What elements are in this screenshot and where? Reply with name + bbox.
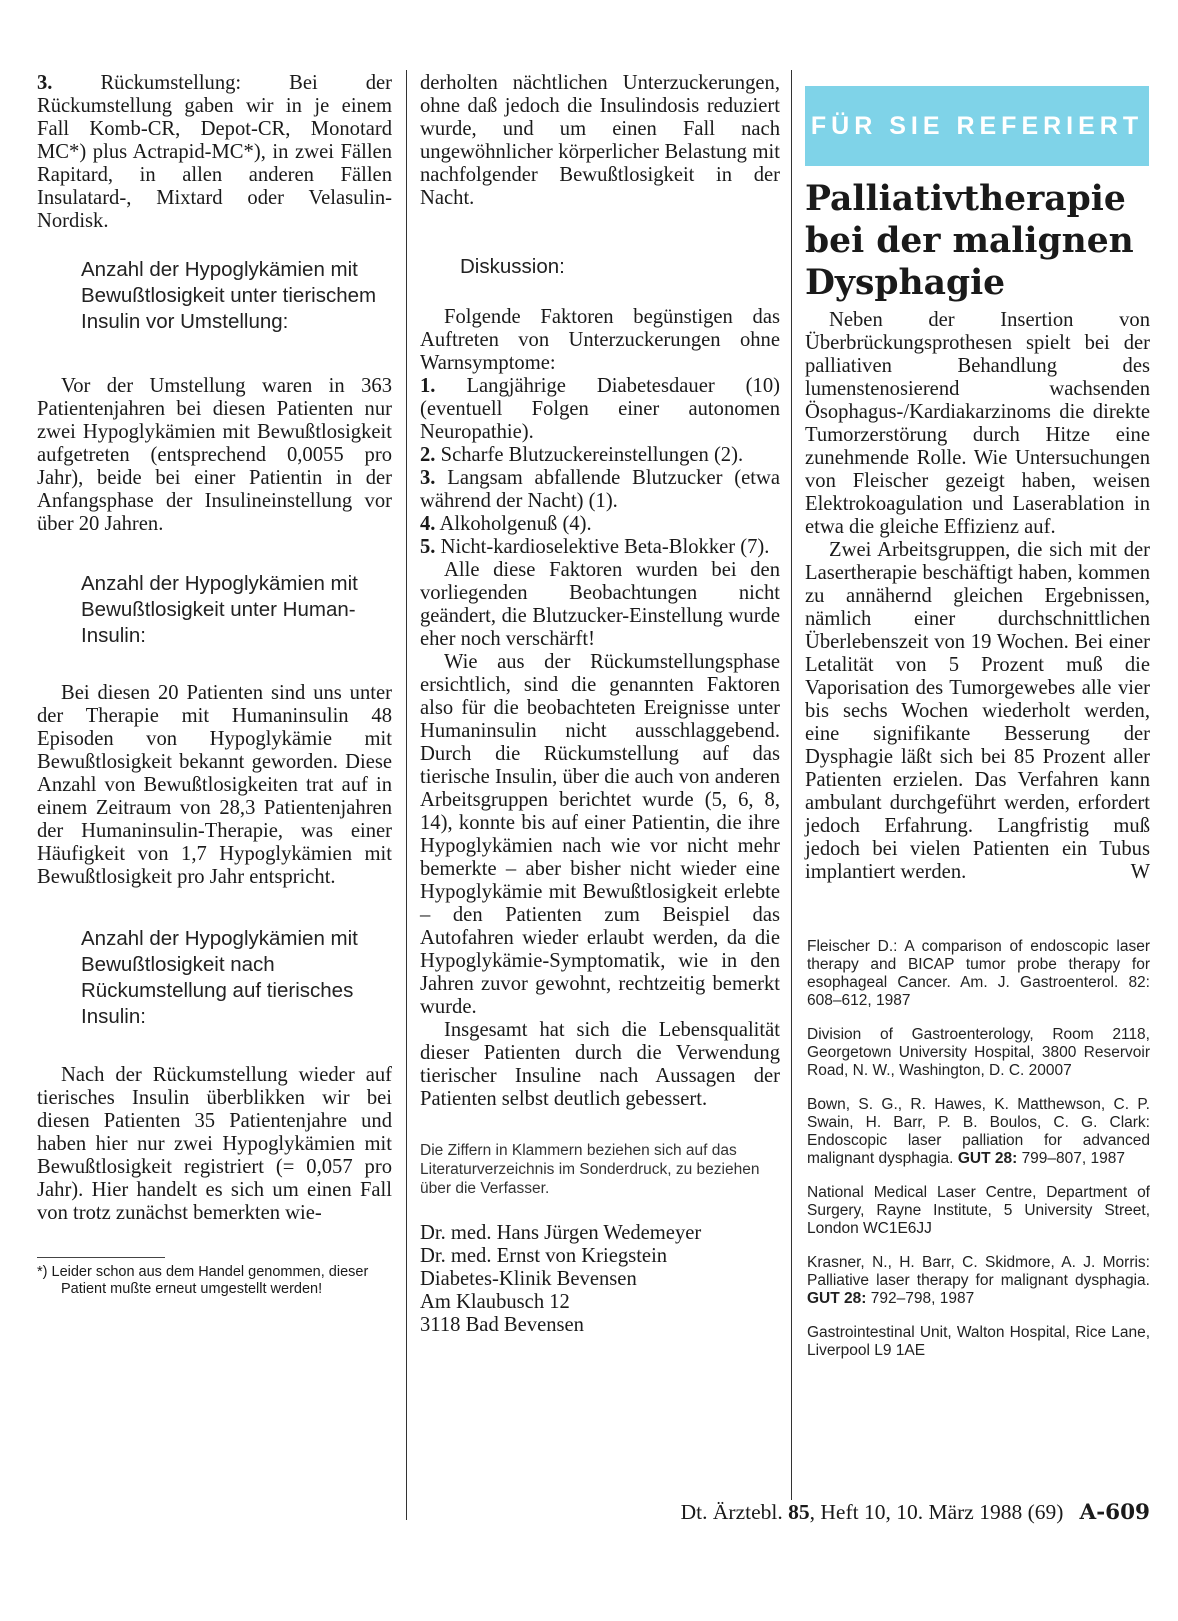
footer-journal: Dt. Ärztebl.	[680, 1500, 783, 1524]
footnote: *) Leider schon aus dem Handel genommen, dieser Patient mußte erneut umgestellt werden!	[37, 1264, 369, 1297]
paragraph-continuation: derholten nächtlichen Unterzuckerungen, ohne daß jedoch die Insulindosis reduziert wurde, und um einen Fall nach ungewöhnlicher körperlicher Belastung mit nachfolgender Bewußtlosigkeit in der Nacht.	[420, 72, 780, 209]
reference-citation	[807, 1096, 1150, 1168]
banner-label: FÜR SIE REFERIERT	[810, 111, 1144, 140]
paragraph-faktoren-unchanged: Alle diese Faktoren wurden bei den vorliegenden Beobachtungen nicht geändert, die Blutzucker-Einstellung wurde eher noch verschärft!	[420, 559, 780, 650]
headline-line: Dysphagie	[805, 263, 1006, 303]
list-text: Nicht-kardioselektive Beta-Blokker (7).	[440, 536, 770, 558]
reference-address: National Medical Laser Centre, Department of Surgery, Rayne Institute, 5 University Street, London WC1E6JJ	[807, 1184, 1150, 1237]
factor-list	[420, 375, 780, 559]
footer-issue: , Heft 10, 10. März 1988 (69)	[809, 1500, 1064, 1524]
reference-journal: GUT 28:	[807, 1290, 867, 1307]
column-right	[805, 309, 1150, 1360]
reference-address: Gastrointestinal Unit, Walton Hospital, Rice Lane, Liverpool L9 1AE	[807, 1324, 1150, 1359]
column-divider-1	[406, 70, 407, 1520]
paragraph-vor-umstellung: Vor der Umstellung waren in 363 Patientenjahren bei diesen Patienten nur zwei Hypoglykämien mit Bewußtlosigkeit aufgetreten (entsprechend 0,0055 pro Jahr), beide bei einer Patientin in der Anfangsphase der Insulineinstellung vor über 20 Jahren.	[37, 375, 392, 535]
author-signature: W	[1130, 861, 1150, 883]
paragraph-rueckumstellung	[37, 72, 392, 233]
author-line: Diabetes-Klinik Bevensen	[420, 1268, 637, 1290]
list-number: 4.	[420, 513, 436, 535]
subheading-vor-umstellung: Anzahl der Hypoglykämien mit Bewußtlosigkeit unter tierischem Insulin vor Umstellung:	[81, 258, 377, 333]
list-number: 5.	[420, 536, 436, 558]
headline-line: Palliativtherapie	[805, 179, 1126, 219]
paragraph-lebensqualitaet: Insgesamt hat sich die Lebensqualität dieser Patienten durch die Verwendung tierischer Insuline nach Aussagen der Patienten selbst deutlich gebessert.	[420, 1019, 780, 1110]
list-number: 3.	[37, 72, 53, 94]
list-item	[420, 513, 780, 536]
author-line: 3118 Bad Bevensen	[420, 1314, 584, 1336]
reference-journal: GUT 28:	[957, 1150, 1018, 1167]
paragraph-rueckumstellung-result: Nach der Rückumstellung wieder auf tierisches Insulin überblikken wir bei diesen Patienten 35 Patientenjahre und haben hier nur zwei Hypoglykämien mit Bewußtlosigkeit registriert (= 0,057 pro Jahr). Hier handelt es sich um einen Fall von trotz zunächst bemerkten wie-	[37, 1064, 392, 1224]
list-text: Alkoholgenuß (4).	[439, 513, 592, 535]
paragraph-text: Rückumstellung: Bei der Rückumstellung gaben wir in je einem Fall Komb-CR, Depot-CR, Monotard MC*) plus Actrapid-MC*), in zwei Fällen Rapitard, in allen anderen Fällen Insulatard-, Mixtard oder Velasulin-Nordisk.	[37, 72, 392, 232]
subheading-human-insulin: Anzahl der Hypoglykämien mit Bewußtlosigkeit unter Human-Insulin:	[81, 572, 358, 647]
list-text: Langjährige Diabetesdauer (10) (eventuell Folgen einer autonomen Neuropathie).	[420, 375, 780, 443]
reference-text: Bown, S. G., R. Hawes, K. Matthewson, C. P. Swain, H. Barr, P. B. Boulos, C. G. Clark: Endoscopic laser palliation for advanced malignant dysphagia.	[807, 1096, 1150, 1167]
paragraph-insertion: Neben der Insertion von Überbrückungsprothesen spielt bei der palliativen Behandlung des lumenstenosierend wachsenden Ösophagus-/Kardiakarzinoms die direkte Tumorzerstörung durch Hitze eine zunehmende Rolle. Wie Untersuchungen von Fleischer gezeigt haben, weisen Elektrokoagulation und Laserablation in etwa die gleiche Effizienz auf.	[805, 309, 1150, 538]
literature-note: Die Ziffern in Klammern beziehen sich auf das Literaturverzeichnis im Sonderdruck, zu beziehen über die Verfasser.	[420, 1142, 760, 1197]
page-footer	[600, 1499, 1150, 1526]
author-line: Dr. med. Ernst von Kriegstein	[420, 1245, 668, 1267]
article-headline	[805, 178, 1150, 304]
column-left	[37, 72, 392, 1298]
page-number: A-609	[1079, 1500, 1150, 1525]
reference-list	[805, 938, 1150, 1360]
column-divider-2	[791, 70, 792, 1500]
column-middle	[420, 72, 780, 1337]
reference-pages: 799–807, 1987	[1021, 1150, 1125, 1167]
paragraph-human-insulin: Bei diesen 20 Patienten sind uns unter der Therapie mit Humaninsulin 48 Episoden von Hypoglykämie mit Bewußtlosigkeit bekannt geworden. Diese Anzahl von Bewußtlosigkeiten trat auf in einem Zeitraum von 28,3 Patientenjahren der Humaninsulin-Therapie, was einer Häufigkeit von 1,7 Hypoglykämien mit Bewußtlosigkeit pro Jahr entspricht.	[37, 682, 392, 888]
reference-citation	[807, 1254, 1150, 1308]
list-item	[420, 444, 780, 467]
reference-citation: Fleischer D.: A comparison of endoscopic laser therapy and BICAP tumor probe therapy for esophageal Cancer. Am. J. Gastroenterol. 82: 608–612, 1987	[807, 938, 1150, 1009]
reference-pages: 792–798, 1987	[870, 1290, 975, 1307]
headline-line: bei der malignen	[805, 221, 1134, 261]
list-number: 3.	[420, 467, 436, 489]
paragraph-rueckumstellungsphase: Wie aus der Rückumstellungsphase ersichtlich, sind die genannten Faktoren also für die beobachteten Ereignisse unter Humaninsulin nicht ausschlaggebend. Durch die Rückumstellung auf das tierische Insulin, über die auch von anderen Arbeitsgruppen berichtet wurde (5, 6, 8, 14), konnte bis auf einer Patientin, die ihre Hypoglykämien nach wie vor nicht mehr bemerkte – aber bisher nicht wieder eine Hypoglykämie mit Bewußtlosigkeit erlebte – den Patienten zum Beispiel das Autofahren wieder erlaubt werden, da die Hypoglykämie-Symptomatik, wie in den Jahren zuvor gewohnt, rechtzeitig bemerkt wurde.	[420, 651, 780, 1018]
list-item	[420, 467, 780, 513]
reference-text: Krasner, N., H. Barr, C. Skidmore, A. J. Morris: Palliative laser therapy for malignant dysphagia.	[807, 1254, 1150, 1289]
paragraph-faktoren: Folgende Faktoren begünstigen das Auftreten von Unterzuckerungen ohne Warnsymptome:	[420, 306, 780, 374]
subheading-rueckumstellung: Anzahl der Hypoglykämien mit Bewußtlosigkeit nach Rückumstellung auf tierisches Insulin:	[81, 927, 358, 1028]
author-line: Dr. med. Hans Jürgen Wedemeyer	[420, 1222, 702, 1244]
list-text: Scharfe Blutzuckereinstellungen (2).	[440, 444, 744, 466]
list-item	[420, 375, 780, 444]
subheading-diskussion: Diskussion:	[460, 255, 565, 278]
paragraph-arbeitsgruppen: Zwei Arbeitsgruppen, die sich mit der Lasertherapie beschäftigt haben, kommen zu annähernd gleichen Ergebnissen, nämlich einer durchschnittlichen Überlebenszeit von 19 Wochen. Bei einer Letalität von 5 Prozent muß die Vaporisation des Tumorgewebes alle vier bis sechs Wochen wiederholt werden, eine signifikante Besserung der Dysphagie läßt sich bei 85 Prozent aller Patienten erzielen. Das Verfahren kann ambulant durchgeführt werden, erfordert jedoch Erfahrung. Langfristig muß jedoch bei vielen Patienten ein Tubus implantiert werden.	[805, 539, 1150, 883]
author-block	[420, 1222, 780, 1337]
footer-volume: 85	[788, 1500, 810, 1524]
footnote-rule	[37, 1257, 165, 1258]
list-text: Langsam abfallende Blutzucker (etwa während der Nacht) (1).	[420, 467, 780, 512]
reference-address: Division of Gastroenterology, Room 2118, Georgetown University Hospital, 3800 Reservoir Road, N. W., Washington, D. C. 20007	[807, 1026, 1150, 1079]
section-banner	[805, 86, 1149, 166]
list-number: 1.	[420, 375, 436, 397]
author-line: Am Klaubusch 12	[420, 1291, 570, 1313]
list-item	[420, 536, 780, 559]
list-number: 2.	[420, 444, 436, 466]
